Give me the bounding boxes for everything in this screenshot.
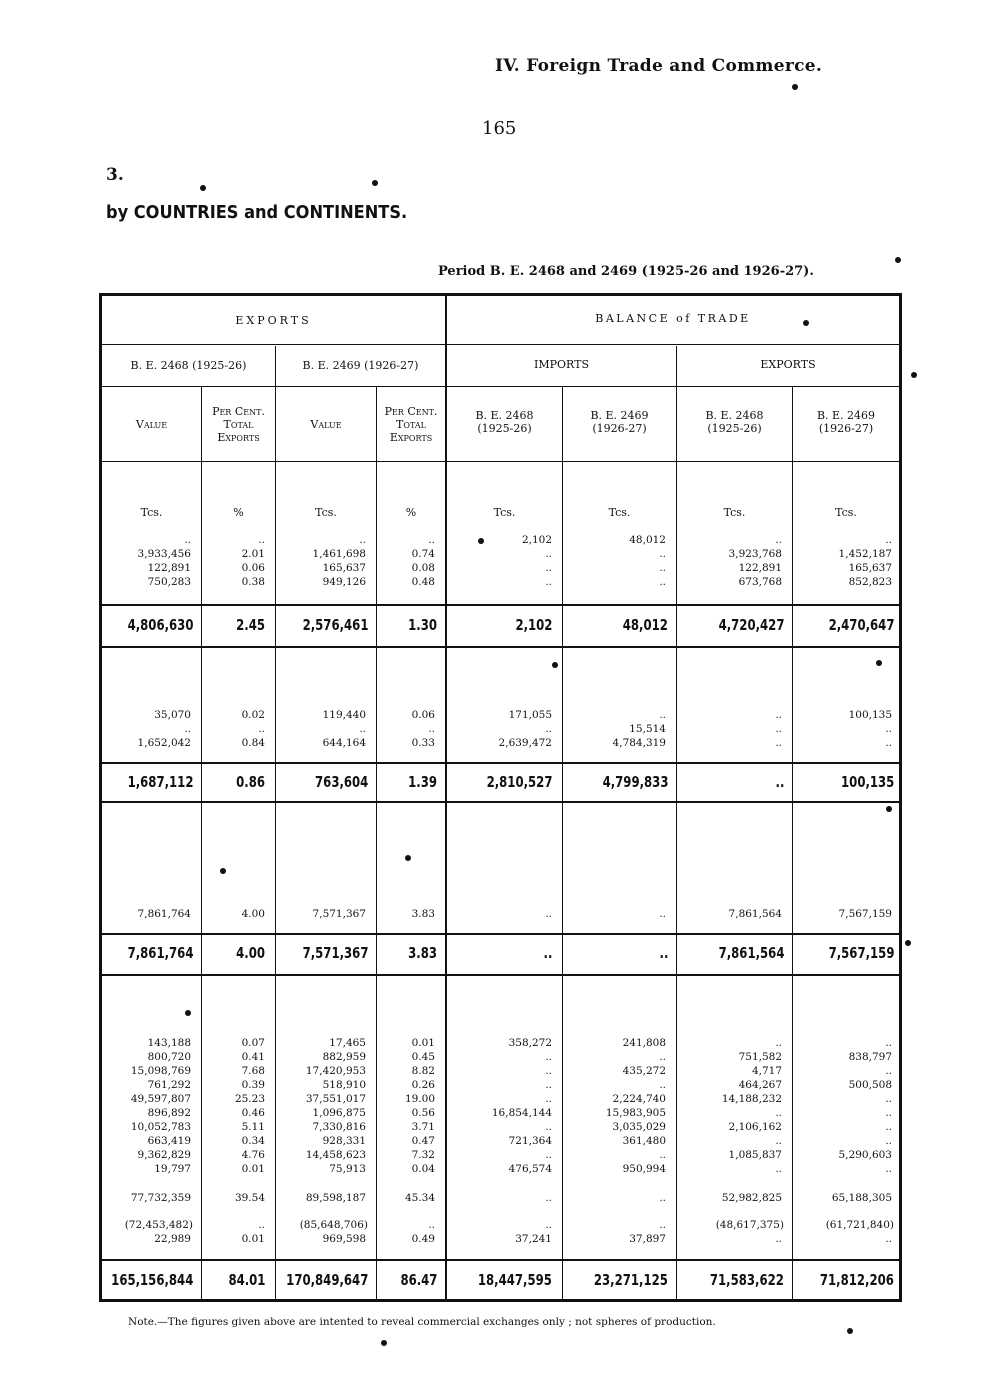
s4-adjustment: 969,598 bbox=[322, 1233, 366, 1245]
scan-speck bbox=[847, 1328, 853, 1334]
s3-total: .. bbox=[659, 944, 668, 962]
grand-total: 18,447,595 bbox=[477, 1271, 552, 1289]
s2-total: 2,810,527 bbox=[486, 773, 552, 791]
scan-speck bbox=[876, 660, 882, 666]
s1-total: 1.30 bbox=[408, 616, 437, 634]
s4-imp-2468: 358,272 .. .. .. .. 16,854,144 .. 721,364 .. 476,574 bbox=[491, 1037, 552, 1175]
grand-total: 86.47 bbox=[399, 1271, 437, 1289]
unit-label: % bbox=[233, 506, 244, 519]
col-value-2469: Value bbox=[310, 418, 342, 431]
s4-adjustment: 0.49 bbox=[411, 1233, 435, 1245]
col-divider bbox=[676, 346, 677, 1299]
grand-total: 23,271,125 bbox=[593, 1271, 668, 1289]
total-rule bbox=[102, 604, 899, 606]
s2-exp-2468: .. .. .. bbox=[775, 709, 782, 749]
s1-total: 48,012 bbox=[622, 616, 668, 634]
scan-speck bbox=[803, 320, 809, 326]
s1-exp-2468: .. 3,923,768 122,891 673,768 bbox=[728, 534, 782, 588]
grand-total: 165,156,844 bbox=[110, 1271, 193, 1289]
s3-total: .. bbox=[543, 944, 552, 962]
grand-total: 84.01 bbox=[227, 1271, 265, 1289]
s4-subtotal: 77,732,359 bbox=[130, 1192, 191, 1204]
scan-speck bbox=[552, 662, 558, 668]
col-exports-2468: B. E. 2468 (1925-26) bbox=[705, 409, 764, 435]
s1-total: 4,720,427 bbox=[718, 616, 784, 634]
total-rule bbox=[102, 801, 899, 803]
s3-total: 3.83 bbox=[408, 944, 437, 962]
s2-value-2469: 119,440 .. 644,164 bbox=[322, 709, 366, 749]
s1-total: 2,576,461 bbox=[302, 616, 368, 634]
s1-total: 2,102 bbox=[514, 616, 552, 634]
period-caption: Period B. E. 2468 and 2469 (1925-26 and 1926-27). bbox=[438, 264, 814, 279]
footnote: Note.—The figures given above are intented to reveal commercial exchanges only ; not spheres of production. bbox=[128, 1316, 716, 1328]
s2-total: 0.86 bbox=[236, 773, 265, 791]
s2-exp-2469: 100,135 .. .. bbox=[848, 709, 892, 749]
scan-speck bbox=[792, 84, 798, 90]
header-rule bbox=[102, 344, 899, 345]
col-percent-2468: Per Cent. Total Exports bbox=[212, 405, 265, 444]
exports-2469-header: B. E. 2469 (1926-27) bbox=[302, 359, 419, 372]
s2-total: .. bbox=[775, 773, 784, 791]
exports-group-header: EXPORTS bbox=[235, 314, 312, 327]
s2-imp-2469: .. 15,514 4,784,319 bbox=[612, 709, 666, 749]
s4-adjustment: .. bbox=[428, 1219, 435, 1231]
unit-label: Tcs. bbox=[608, 506, 631, 519]
s1-total: 4,806,630 bbox=[127, 616, 193, 634]
s4-adjustment: (72,453,482) bbox=[124, 1219, 193, 1231]
total-rule bbox=[102, 1259, 899, 1261]
col-divider bbox=[562, 386, 563, 1299]
s4-adjustment: 22,989 bbox=[154, 1233, 191, 1245]
s2-pct-2469: 0.06 .. 0.33 bbox=[411, 709, 435, 749]
s4-pct-2468: 0.07 0.41 7.68 0.39 25.23 0.46 5.11 0.34 4.76 0.01 bbox=[234, 1037, 265, 1175]
s4-adjustment: 0.01 bbox=[241, 1233, 265, 1245]
s1-exp-2469: .. 1,452,187 165,637 852,823 bbox=[838, 534, 892, 588]
scan-speck bbox=[886, 806, 892, 812]
s4-subtotal: 39.54 bbox=[234, 1192, 265, 1204]
s3-value: 4.00 bbox=[241, 908, 265, 920]
col-divider bbox=[792, 386, 793, 1299]
scan-speck bbox=[200, 185, 206, 191]
s1-value-2469: .. 1,461,698 165,637 949,126 bbox=[312, 534, 366, 588]
scan-speck bbox=[895, 257, 901, 263]
s3-total: 7,861,764 bbox=[127, 944, 193, 962]
table-subtitle: by COUNTRIES and CONTINENTS. bbox=[106, 202, 408, 223]
section-title: IV. Foreign Trade and Commerce. bbox=[495, 56, 823, 76]
total-rule bbox=[102, 646, 899, 648]
s3-value: 7,861,564 bbox=[728, 908, 782, 920]
s4-adjustment: (48,617,375) bbox=[715, 1219, 784, 1231]
s4-subtotal: .. bbox=[545, 1192, 552, 1204]
s2-imp-2468: 171,055 .. 2,639,472 bbox=[498, 709, 552, 749]
imports-header: IMPORTS bbox=[534, 358, 589, 371]
s1-pct-2469: .. 0.74 0.08 0.48 bbox=[411, 534, 435, 588]
header-rule bbox=[102, 461, 899, 462]
total-rule bbox=[102, 762, 899, 764]
col-value-2468: Value bbox=[135, 418, 168, 431]
s4-adjustment: .. bbox=[885, 1233, 892, 1245]
s4-adjustment: 37,897 bbox=[629, 1233, 666, 1245]
s2-total: 4,799,833 bbox=[602, 773, 668, 791]
s4-pct-2469: 0.01 0.45 8.82 0.26 19.00 0.56 3.71 0.47 7.32 0.04 bbox=[404, 1037, 435, 1175]
s2-pct-2468: 0.02 .. 0.84 bbox=[241, 709, 265, 749]
s2-total: 763,604 bbox=[314, 773, 368, 791]
s4-imp-2469: 241,808 .. 435,272 .. 2,224,740 15,983,905 3,035,029 361,480 .. 950,994 bbox=[605, 1037, 666, 1175]
unit-label: % bbox=[405, 506, 417, 519]
s2-total: 1.39 bbox=[408, 773, 437, 791]
s4-adjustment: .. bbox=[545, 1219, 552, 1231]
s1-total: 2.45 bbox=[236, 616, 265, 634]
page-number: 165 bbox=[482, 118, 517, 139]
unit-label: Tcs. bbox=[493, 506, 516, 519]
scan-speck bbox=[381, 1340, 387, 1346]
col-imports-2468: B. E. 2468 (1925-26) bbox=[475, 409, 534, 435]
scan-speck bbox=[185, 1010, 191, 1016]
scan-speck bbox=[905, 940, 911, 946]
scan-speck bbox=[372, 180, 378, 186]
s4-value-2469: 17,465 882,959 17,420,953 518,910 37,551,017 1,096,875 7,330,816 928,331 14,458,623 75,913 bbox=[305, 1037, 366, 1175]
s4-subtotal: .. bbox=[659, 1192, 666, 1204]
s4-subtotal: 89,598,187 bbox=[305, 1192, 366, 1204]
s4-exp-2469: .. 838,797 .. 500,508 .. .. .. .. 5,290,603 .. bbox=[838, 1037, 892, 1175]
s3-total: 7,567,159 bbox=[828, 944, 894, 962]
trade-table bbox=[99, 293, 902, 1302]
total-rule bbox=[102, 933, 899, 935]
header-rule bbox=[102, 386, 899, 387]
s4-adjustment: .. bbox=[659, 1219, 666, 1231]
s1-imp-2469: 48,012 .. .. .. bbox=[629, 534, 666, 588]
divider-exports-balance bbox=[445, 296, 447, 1299]
scan-speck bbox=[478, 538, 484, 544]
section-number: 3. bbox=[106, 165, 124, 185]
grand-total: 170,849,647 bbox=[285, 1271, 368, 1289]
grand-total: 71,812,206 bbox=[819, 1271, 894, 1289]
col-divider bbox=[376, 386, 377, 1299]
grand-total: 71,583,622 bbox=[709, 1271, 784, 1289]
col-divider bbox=[201, 386, 202, 1299]
s2-total: 1,687,112 bbox=[127, 773, 193, 791]
exports-2468-header: B. E. 2468 (1925-26) bbox=[130, 359, 247, 372]
unit-label: Tcs. bbox=[315, 506, 337, 519]
s1-pct-2468: .. 2.01 0.06 0.38 bbox=[241, 534, 265, 588]
balance-group-header: BALANCE of TRADE bbox=[595, 312, 751, 325]
s3-value: .. bbox=[659, 908, 666, 920]
s4-subtotal: 65,188,305 bbox=[831, 1192, 892, 1204]
balance-exports-header: EXPORTS bbox=[760, 358, 816, 371]
total-rule bbox=[102, 974, 899, 976]
s4-adjustment: 37,241 bbox=[515, 1233, 552, 1245]
s1-value-2468: .. 3,933,456 122,891 750,283 bbox=[137, 534, 191, 588]
scan-speck bbox=[220, 868, 226, 874]
s3-value: 7,861,764 bbox=[137, 908, 191, 920]
s3-total: 7,571,367 bbox=[302, 944, 368, 962]
scan-speck bbox=[405, 855, 411, 861]
s3-value: 7,567,159 bbox=[838, 908, 892, 920]
unit-label: Tcs. bbox=[140, 506, 163, 519]
s4-subtotal: 52,982,825 bbox=[721, 1192, 782, 1204]
col-exports-2469: B. E. 2469 (1926-27) bbox=[816, 409, 876, 435]
s2-total: 100,135 bbox=[840, 773, 894, 791]
col-percent-2469: Per Cent. Total Exports bbox=[384, 405, 438, 444]
s4-adjustment: .. bbox=[258, 1219, 265, 1231]
s4-exp-2468: .. 751,582 4,717 464,267 14,188,232 .. 2,106,162 .. 1,085,837 .. bbox=[721, 1037, 782, 1175]
s1-imp-2468: 2,102 .. .. .. bbox=[521, 534, 552, 588]
col-imports-2469: B. E. 2469 (1926-27) bbox=[590, 409, 649, 435]
s3-total: 7,861,564 bbox=[718, 944, 784, 962]
s1-total: 2,470,647 bbox=[828, 616, 894, 634]
unit-label: Tcs. bbox=[835, 506, 857, 519]
s4-value-2468: 143,188 800,720 15,098,769 761,292 49,597,807 896,892 10,052,783 663,419 9,362,829 19,797 bbox=[130, 1037, 191, 1175]
s3-total: 4.00 bbox=[236, 944, 265, 962]
unit-label: Tcs. bbox=[723, 506, 746, 519]
s2-value-2468: 35,070 .. 1,652,042 bbox=[137, 709, 191, 749]
s4-adjustment: (85,648,706) bbox=[299, 1219, 368, 1231]
scan-speck bbox=[911, 372, 917, 378]
col-divider bbox=[275, 346, 276, 1299]
s3-value: 7,571,367 bbox=[312, 908, 366, 920]
s4-subtotal: 45.34 bbox=[404, 1192, 435, 1204]
s3-value: .. bbox=[545, 908, 552, 920]
s4-adjustment: .. bbox=[775, 1233, 782, 1245]
s4-adjustment: (61,721,840) bbox=[825, 1219, 894, 1231]
s3-value: 3.83 bbox=[411, 908, 435, 920]
